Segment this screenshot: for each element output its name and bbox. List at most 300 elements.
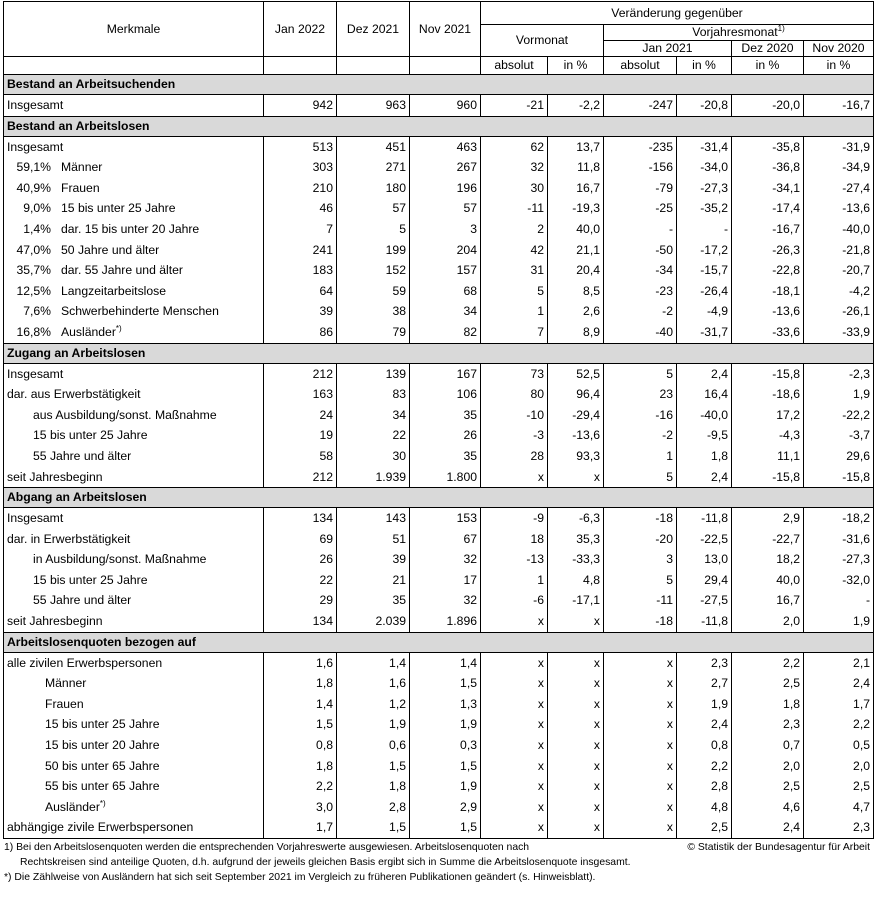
table-row [4, 281, 874, 302]
table-cell: 4,6 [732, 797, 804, 818]
table-cell: -35,2 [677, 198, 732, 219]
table-cell: 1 [481, 301, 548, 322]
row-label-text: Insgesamt [7, 366, 64, 381]
row-label-text: Insgesamt [7, 139, 64, 154]
row-label-text: 55 Jahre und älter [33, 448, 132, 463]
table-cell: 204 [410, 240, 481, 261]
table-cell: 42 [481, 240, 548, 261]
table-cell: 3 [410, 219, 481, 240]
table-cell: 2,2 [804, 714, 874, 735]
table-cell: 11,8 [548, 157, 604, 178]
table-cell: x [548, 467, 604, 488]
table-cell: 46 [264, 198, 337, 219]
table-cell: 17 [410, 570, 481, 591]
table-cell: 1,5 [410, 756, 481, 777]
footnote-marker: *) [115, 323, 122, 333]
table-cell: -16 [604, 405, 677, 426]
row-label [4, 425, 264, 446]
header-absolut-vormonat: absolut [481, 57, 548, 75]
table-cell: -33,9 [804, 322, 874, 343]
footnote-1-line-1 [4, 840, 870, 855]
table-cell: 18 [481, 529, 548, 550]
table-cell: 2,6 [548, 301, 604, 322]
footnote-marker: *) [99, 798, 106, 808]
row-share-percent: 59,1% [16, 160, 51, 175]
table-cell: -21 [481, 95, 548, 117]
table-cell: 73 [481, 363, 548, 384]
row-share-percent: 16,8% [16, 324, 51, 339]
section-title: Arbeitslosenquoten bezogen auf [4, 632, 874, 652]
table-cell: 59 [337, 281, 410, 302]
row-label-text: in Ausbildung/sonst. Maßnahme [33, 552, 207, 567]
table-cell: -31,9 [804, 136, 874, 157]
table-cell: 2 [481, 219, 548, 240]
header-vorjahresmonat [604, 25, 874, 41]
table-cell: 2,3 [677, 652, 732, 673]
table-cell: 16,7 [732, 590, 804, 611]
table-cell: 303 [264, 157, 337, 178]
row-label-text: dar. aus Erwerbstätigkeit [7, 387, 141, 402]
table-row [4, 590, 874, 611]
table-cell: 5 [604, 467, 677, 488]
table-cell: 3 [604, 549, 677, 570]
table-cell: -18 [604, 508, 677, 529]
row-label-text: Frauen [45, 696, 84, 711]
row-label [4, 384, 264, 405]
row-label-text: Frauen [61, 180, 100, 195]
table-cell: 2,7 [677, 673, 732, 694]
table-cell: 7 [481, 322, 548, 343]
section-title: Zugang an Arbeitslosen [4, 343, 874, 363]
table-cell: 1,9 [410, 714, 481, 735]
table-cell: -18,2 [804, 508, 874, 529]
table-cell: 21 [337, 570, 410, 591]
table-cell: x [548, 735, 604, 756]
section-header-row [4, 75, 874, 95]
row-label-text: seit Jahresbeginn [7, 614, 103, 629]
table-cell: -27,5 [677, 590, 732, 611]
table-cell: 20,4 [548, 260, 604, 281]
row-label-text: Insgesamt [7, 98, 64, 112]
section-header-row [4, 116, 874, 136]
table-cell: 2,8 [337, 797, 410, 818]
table-cell: 35 [410, 405, 481, 426]
table-cell: -16,7 [804, 95, 874, 117]
row-share-percent: 47,0% [16, 242, 51, 257]
table-cell: 513 [264, 136, 337, 157]
table-cell: 210 [264, 178, 337, 199]
table-cell: 183 [264, 260, 337, 281]
table-cell: 1,6 [264, 652, 337, 673]
table-cell: 26 [264, 549, 337, 570]
table-cell: 0,8 [677, 735, 732, 756]
table-cell: 106 [410, 384, 481, 405]
row-label-text: Schwerbehinderte Menschen [61, 304, 219, 319]
row-label-text: Langzeitarbeitslose [61, 283, 167, 298]
table-row [4, 549, 874, 570]
table-row [4, 570, 874, 591]
table-row [4, 673, 874, 694]
table-cell: 1,9 [804, 611, 874, 632]
header-vorjahresmonat-text: Vorjahresmonat [692, 25, 778, 39]
table-cell: 24 [264, 405, 337, 426]
table-cell: 2,5 [732, 673, 804, 694]
table-cell: -15,8 [732, 363, 804, 384]
table-cell: 34 [410, 301, 481, 322]
table-row [4, 301, 874, 322]
table-cell: -6 [481, 590, 548, 611]
table-cell: 5 [481, 281, 548, 302]
table-cell: x [481, 694, 548, 715]
table-cell: 13,0 [677, 549, 732, 570]
table-row [4, 178, 874, 199]
table-cell: -13,6 [548, 425, 604, 446]
table-cell: 2,2 [264, 776, 337, 797]
table-cell: - [604, 219, 677, 240]
row-label-text: Ausländer [45, 799, 100, 814]
table-cell: x [481, 673, 548, 694]
table-cell: 2,4 [677, 363, 732, 384]
table-cell: 31 [481, 260, 548, 281]
table-cell: x [604, 756, 677, 777]
table-cell: 32 [410, 590, 481, 611]
table-cell: 963 [337, 95, 410, 117]
header-nov-2021: Nov 2021 [410, 2, 481, 57]
table-row [4, 817, 874, 838]
table-cell: 18,2 [732, 549, 804, 570]
row-share-percent: 9,0% [23, 201, 51, 216]
table-cell: -40 [604, 322, 677, 343]
table-cell: x [481, 467, 548, 488]
row-label-text: dar. in Erwerbstätigkeit [7, 531, 131, 546]
table-cell: -13 [481, 549, 548, 570]
table-cell: 2,4 [677, 714, 732, 735]
row-label-text: dar. 55 Jahre und älter [61, 263, 183, 278]
table-row [4, 363, 874, 384]
table-cell: 2,3 [804, 817, 874, 838]
table-cell: 1,8 [732, 694, 804, 715]
table-cell: -22,8 [732, 260, 804, 281]
table-cell: 57 [337, 198, 410, 219]
table-cell: -2,2 [548, 95, 604, 117]
table-cell: x [548, 797, 604, 818]
table-cell: x [548, 694, 604, 715]
row-label-text: 55 Jahre und älter [33, 593, 132, 608]
table-cell: 67 [410, 529, 481, 550]
table-cell: 5 [604, 363, 677, 384]
table-cell: 1 [481, 570, 548, 591]
section-header-row [4, 343, 874, 363]
table-cell: 3,0 [264, 797, 337, 818]
table-cell: 26 [410, 425, 481, 446]
row-label [4, 611, 264, 632]
header-jan-2022: Jan 2022 [264, 2, 337, 57]
table-cell: -34,9 [804, 157, 874, 178]
table-cell: 2,5 [732, 776, 804, 797]
table-cell: -22,7 [732, 529, 804, 550]
table-row [4, 446, 874, 467]
table-cell: 212 [264, 467, 337, 488]
table-cell: 32 [410, 549, 481, 570]
table-cell: x [481, 756, 548, 777]
table-cell: -21,8 [804, 240, 874, 261]
table-cell: 0,6 [337, 735, 410, 756]
row-label-text: 50 bis unter 65 Jahre [45, 758, 160, 773]
row-label [4, 735, 264, 756]
table-cell: 22 [337, 425, 410, 446]
table-cell: x [604, 797, 677, 818]
table-cell: 16,7 [548, 178, 604, 199]
header-spacer-2 [337, 57, 410, 75]
table-cell: x [604, 735, 677, 756]
table-cell: 68 [410, 281, 481, 302]
table-row [4, 95, 874, 117]
table-cell: 152 [337, 260, 410, 281]
row-label [4, 405, 264, 426]
table-cell: 2,4 [677, 467, 732, 488]
section-title: Bestand an Arbeitsuchenden [4, 75, 874, 95]
table-cell: -4,9 [677, 301, 732, 322]
table-cell: 52,5 [548, 363, 604, 384]
table-cell: -40,0 [804, 219, 874, 240]
table-cell: -22,2 [804, 405, 874, 426]
row-label [4, 281, 264, 302]
table-cell: 1 [604, 446, 677, 467]
table-cell: 2.039 [337, 611, 410, 632]
section-header-row [4, 632, 874, 652]
table-cell: 86 [264, 322, 337, 343]
table-row [4, 467, 874, 488]
table-cell: 1,4 [410, 652, 481, 673]
table-cell: 267 [410, 157, 481, 178]
footnote-1-text: 1) Bei den Arbeitslosenquoten werden die entsprechenden Vorjahreswerte ausgewiesen. Arbeitslosenquoten nach [4, 842, 530, 853]
table-cell: 2,9 [732, 508, 804, 529]
table-cell: -34 [604, 260, 677, 281]
table-cell: 1,5 [337, 756, 410, 777]
row-label [4, 529, 264, 550]
table-cell: 8,9 [548, 322, 604, 343]
table-cell: 1,9 [804, 384, 874, 405]
row-label [4, 797, 264, 818]
table-cell: 1,3 [410, 694, 481, 715]
table-cell: 69 [264, 529, 337, 550]
table-cell: 8,5 [548, 281, 604, 302]
table-cell: -2,3 [804, 363, 874, 384]
table-cell: -20,7 [804, 260, 874, 281]
table-cell: -31,6 [804, 529, 874, 550]
table-cell: -11 [604, 590, 677, 611]
table-cell: 35 [337, 590, 410, 611]
table-cell: 1.939 [337, 467, 410, 488]
table-cell: x [604, 652, 677, 673]
section-title: Bestand an Arbeitslosen [4, 116, 874, 136]
footnotes [4, 840, 870, 885]
table-cell: 2,5 [804, 776, 874, 797]
table-cell: -2 [604, 301, 677, 322]
table-cell: -11 [481, 198, 548, 219]
table-cell: -31,7 [677, 322, 732, 343]
table-cell: 1,5 [264, 714, 337, 735]
table-cell: 1,9 [677, 694, 732, 715]
row-label [4, 178, 264, 199]
row-label [4, 570, 264, 591]
row-label-text: Ausländer [61, 324, 116, 339]
header-pct-dez2020: in % [732, 57, 804, 75]
table-cell: -27,3 [804, 549, 874, 570]
table-cell: 35,3 [548, 529, 604, 550]
table-cell: -33,3 [548, 549, 604, 570]
row-label [4, 322, 264, 343]
table-cell: 5 [337, 219, 410, 240]
table-cell: -29,4 [548, 405, 604, 426]
row-label-text: 15 bis unter 25 Jahre [33, 428, 148, 443]
table-cell: 80 [481, 384, 548, 405]
footnote-1-line-2: Rechtskreisen sind anteilige Quoten, d.h. aufgrund der jeweils gleichen Basis ergibt sich in Summe die Arbeitslosenquote insgesamt. [20, 857, 631, 868]
row-label [4, 714, 264, 735]
table-cell: x [604, 694, 677, 715]
table-cell: 463 [410, 136, 481, 157]
table-cell: -26,1 [804, 301, 874, 322]
table-cell: 2,9 [410, 797, 481, 818]
table-cell: 4,8 [548, 570, 604, 591]
row-label [4, 652, 264, 673]
table-row [4, 652, 874, 673]
table-cell: -15,7 [677, 260, 732, 281]
table-cell: - [804, 590, 874, 611]
row-label-text: 50 Jahre und älter [61, 242, 160, 257]
table-cell: 16,4 [677, 384, 732, 405]
table-cell: x [604, 714, 677, 735]
row-label-text: 55 bis unter 65 Jahre [45, 779, 160, 794]
table-row [4, 198, 874, 219]
table-cell: -35,8 [732, 136, 804, 157]
header-merkmale-spacer [4, 57, 264, 75]
table-cell: 960 [410, 95, 481, 117]
table-cell: 451 [337, 136, 410, 157]
table-cell: -235 [604, 136, 677, 157]
table-cell: x [548, 756, 604, 777]
table-cell: 34 [337, 405, 410, 426]
table-cell: x [481, 776, 548, 797]
table-cell: 0,5 [804, 735, 874, 756]
row-label [4, 549, 264, 570]
table-row [4, 714, 874, 735]
table-cell: x [548, 652, 604, 673]
table-cell: 167 [410, 363, 481, 384]
header-merkmale: Merkmale [4, 2, 264, 57]
table-cell: 0,3 [410, 735, 481, 756]
row-label-text: seit Jahresbeginn [7, 469, 103, 484]
table-cell: x [481, 611, 548, 632]
table-cell: 2,0 [804, 756, 874, 777]
table-cell: 1,7 [804, 694, 874, 715]
table-cell: -13,6 [732, 301, 804, 322]
table-cell: x [548, 673, 604, 694]
table-cell: 4,8 [677, 797, 732, 818]
table-cell: 51 [337, 529, 410, 550]
row-share-percent: 35,7% [16, 263, 51, 278]
table-cell: x [548, 817, 604, 838]
table-cell: 4,7 [804, 797, 874, 818]
table-cell: 1,8 [264, 673, 337, 694]
table-cell: 271 [337, 157, 410, 178]
footnote-star: *) Die Zählweise von Ausländern hat sich seit September 2021 im Vergleich zu früheren Publikationen geändert (s. Hinweisblatt). [4, 872, 596, 883]
table-cell: -27,4 [804, 178, 874, 199]
table-cell: 2,8 [677, 776, 732, 797]
table-cell: 22 [264, 570, 337, 591]
table-cell: 19 [264, 425, 337, 446]
table-row [4, 735, 874, 756]
table-cell: x [481, 652, 548, 673]
table-cell: -2 [604, 425, 677, 446]
table-cell: -3,7 [804, 425, 874, 446]
table-cell: 57 [410, 198, 481, 219]
table-cell: 2,2 [677, 756, 732, 777]
section-title: Abgang an Arbeitslosen [4, 488, 874, 508]
header-nov-2020: Nov 2020 [804, 41, 874, 57]
table-row [4, 797, 874, 818]
table-cell: 28 [481, 446, 548, 467]
table-row [4, 384, 874, 405]
table-cell: x [604, 776, 677, 797]
table-cell: - [677, 219, 732, 240]
row-label-text: dar. 15 bis unter 20 Jahre [61, 221, 200, 236]
table-cell: 0,7 [732, 735, 804, 756]
table-row [4, 157, 874, 178]
table-cell: x [548, 714, 604, 735]
statistics-table [3, 1, 874, 839]
header-dez-2020: Dez 2020 [732, 41, 804, 57]
table-cell: -33,6 [732, 322, 804, 343]
table-cell: 2,2 [732, 652, 804, 673]
header-spacer-3 [410, 57, 481, 75]
table-cell: 93,3 [548, 446, 604, 467]
table-cell: x [481, 735, 548, 756]
row-label [4, 198, 264, 219]
table-cell: 1,5 [337, 817, 410, 838]
row-label [4, 301, 264, 322]
row-label-text: 15 bis unter 25 Jahre [45, 717, 160, 732]
table-cell: 1,5 [410, 673, 481, 694]
table-cell: -10 [481, 405, 548, 426]
table-cell: 1,7 [264, 817, 337, 838]
table-cell: -19,3 [548, 198, 604, 219]
table-cell: -79 [604, 178, 677, 199]
table-cell: 1,8 [677, 446, 732, 467]
table-cell: x [604, 673, 677, 694]
row-label [4, 590, 264, 611]
table-cell: -32,0 [804, 570, 874, 591]
table-cell: x [481, 714, 548, 735]
table-cell: -16,7 [732, 219, 804, 240]
table-cell: -31,4 [677, 136, 732, 157]
table-cell: -156 [604, 157, 677, 178]
table-cell: 17,2 [732, 405, 804, 426]
table-row [4, 529, 874, 550]
table-cell: 2,5 [677, 817, 732, 838]
table-cell: 30 [481, 178, 548, 199]
row-label [4, 694, 264, 715]
table-cell: 1,9 [337, 714, 410, 735]
table-cell: 82 [410, 322, 481, 343]
table-cell: 1,4 [264, 694, 337, 715]
table-cell: x [481, 817, 548, 838]
table-cell: 29,4 [677, 570, 732, 591]
row-label [4, 260, 264, 281]
table-cell: -34,1 [732, 178, 804, 199]
table-cell: 2,4 [804, 673, 874, 694]
table-cell: -17,2 [677, 240, 732, 261]
